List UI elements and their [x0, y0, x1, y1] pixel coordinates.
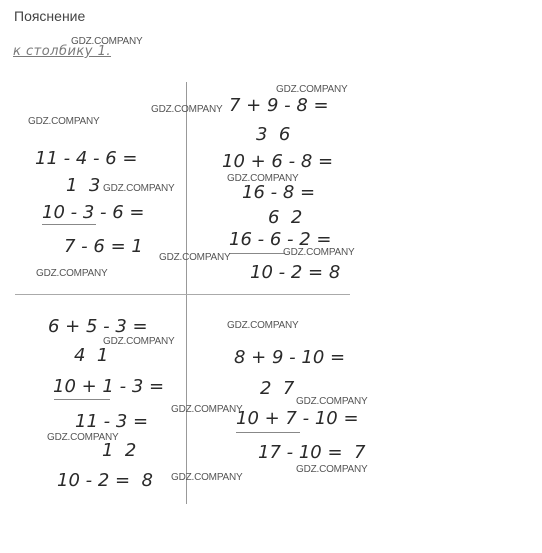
br-grouping-underline: [236, 432, 300, 433]
br-line-3: 10 + 7 - 10 =: [236, 408, 359, 429]
tr-line-5: 6 2: [268, 207, 303, 228]
watermark: GDZ.COMPANY: [71, 36, 143, 47]
bl-line-4: 11 - 3 =: [75, 411, 149, 432]
watermark: GDZ.COMPANY: [276, 84, 348, 95]
bl-line-5: 1 2: [102, 440, 137, 461]
bl-line-1: 6 + 5 - 3 =: [48, 316, 148, 337]
watermark: GDZ.COMPANY: [151, 104, 223, 115]
br-line-1: 8 + 9 - 10 =: [234, 347, 346, 368]
vertical-divider: [186, 82, 187, 504]
watermark: GDZ.COMPANY: [171, 472, 243, 483]
tl-line-4: 7 - 6 = 1: [64, 236, 143, 257]
watermark: GDZ.COMPANY: [171, 404, 243, 415]
tl-line-1: 11 - 4 - 6 =: [35, 148, 138, 169]
br-line-2: 2 7: [260, 378, 295, 399]
watermark: GDZ.COMPANY: [283, 247, 355, 258]
tl-line-2: 1 3: [66, 175, 101, 196]
watermark: GDZ.COMPANY: [103, 336, 175, 347]
watermark: GDZ.COMPANY: [103, 183, 175, 194]
tr-line-3: 10 + 6 - 8 =: [222, 151, 334, 172]
tr-line-7: 10 - 2 = 8: [250, 262, 341, 283]
tr-grouping-underline: [229, 253, 285, 254]
tl-line-3: 10 - 3 - 6 =: [42, 202, 145, 223]
tr-line-4: 16 - 8 =: [242, 182, 316, 203]
section-heading: Пояснение: [14, 8, 86, 24]
bl-line-6: 10 - 2 = 8: [57, 470, 153, 491]
column-subheading: к столбику 1.: [13, 44, 112, 59]
watermark: GDZ.COMPANY: [36, 268, 108, 279]
horizontal-divider: [15, 294, 350, 295]
watermark: GDZ.COMPANY: [28, 116, 100, 127]
bl-grouping-underline: [54, 399, 110, 400]
watermark: GDZ.COMPANY: [227, 320, 299, 331]
watermark: GDZ.COMPANY: [159, 252, 231, 263]
tr-line-6: 16 - 6 - 2 =: [229, 229, 332, 250]
watermark: GDZ.COMPANY: [296, 464, 368, 475]
bl-line-2: 4 1: [74, 345, 109, 366]
watermark: GDZ.COMPANY: [296, 396, 368, 407]
bl-line-3: 10 + 1 - 3 =: [53, 376, 165, 397]
br-line-4: 17 - 10 = 7: [258, 442, 366, 463]
watermark: GDZ.COMPANY: [227, 173, 299, 184]
watermark: GDZ.COMPANY: [47, 432, 119, 443]
tl-grouping-underline: [42, 224, 96, 225]
tr-line-1: 7 + 9 - 8 =: [229, 95, 329, 116]
tr-line-2: 3 6: [256, 124, 291, 145]
